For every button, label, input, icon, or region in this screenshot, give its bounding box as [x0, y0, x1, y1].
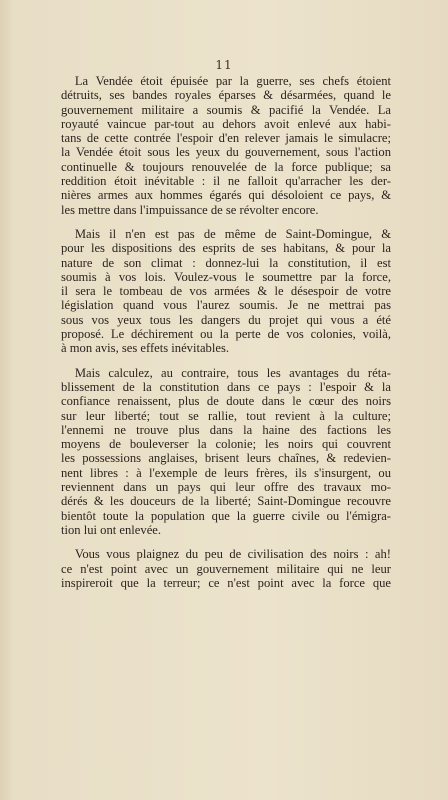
text-line: tion lui ont enlevée. [61, 522, 162, 537]
text-line: législation quand vous l'aurez soumis. Je ne mettrai pas [61, 298, 391, 313]
paragraph-4 [61, 547, 391, 590]
text-line: pour les dispositions des esprits de ses habitans, & pour la [61, 241, 391, 256]
page-number: 11 [215, 58, 233, 72]
text-line: inspireroit que la terreur; ce n'est point avec la force que [61, 575, 391, 590]
text-line: moyens de bouleverser la colonie; les noirs qui couvrent [61, 437, 391, 452]
text-line: il sera le tombeau de vos armées & le désespoir de votre [61, 284, 391, 299]
text-line: bientôt toute la population que la guerre civile ou l'émigra- [61, 508, 391, 523]
text-line: royauté vaincue par-tout au dehors avoit enlevé aux habi- [61, 116, 391, 131]
paragraph-2 [61, 227, 391, 356]
text-line: sous vos yeux tous les dangers du projet qui vous a été [61, 312, 391, 327]
text-line: Mais il n'en est pas de même de Saint-Domingue, & [74, 226, 391, 241]
text-line: reviennent dans un pays qui leur offre des travaux mo- [61, 480, 391, 495]
body-text [61, 74, 391, 600]
text-line: Vous vous plaignez du peu de civilisation des noirs : ah! [74, 547, 391, 562]
text-line: blissement de la constitution dans ce pays : l'espoir & la [61, 379, 391, 394]
text-line: soumis à vos lois. Voulez-vous le soumettre par la force, [61, 269, 391, 284]
text-line: les possessions anglaises, brisent leurs chaînes, & redevien- [61, 451, 391, 466]
text-line: nières armes aux hommes égarés qui désoloient ce pays, & [61, 188, 391, 203]
paragraph-3 [61, 366, 391, 538]
text-line: continuelle & toujours renouvelée de la force publique; sa [61, 159, 391, 174]
text-line: la Vendée étoit sous les yeux du gouvernement, sous l'action [61, 145, 391, 160]
text-line: sur leur liberté; tout se rallie, tout revient à la culture; [61, 408, 391, 423]
text-line: La Vendée étoit épuisée par la guerre, ses chefs étoient [74, 74, 391, 88]
text-line: les mettre dans l'impuissance de se révolter encore. [61, 202, 319, 217]
text-line: confiance renaissent, plus de doute dans le cœur des noirs [61, 394, 391, 409]
text-line: à mon avis, ses effets inévitables. [61, 341, 229, 356]
paragraph-1 [61, 74, 391, 217]
text-line: Mais calculez, au contraire, tous les avantages du réta- [74, 365, 391, 380]
text-line: détruits, ses bandes royales éparses & désarmées, quand le [61, 88, 391, 103]
text-line: tans de cette contrée l'espoir d'en relever jamais le simulacre; [61, 131, 391, 146]
text-line: gouvernement militaire a soumis & pacifié la Vendée. La [61, 102, 391, 117]
text-line: nature de son climat : donnez-lui la constitution, il est [61, 255, 391, 270]
text-line: dérés & les douceurs de la liberté; Saint-Domingue recouvre [61, 494, 391, 509]
text-line: reddition étoit inévitable : il ne falloit qu'arracher les der- [61, 174, 391, 189]
text-line: ce n'est point avec un gouvernement militaire qui ne leur [61, 561, 391, 576]
text-line: proposé. Le déchirement ou la perte de vos colonies, voilà, [61, 327, 391, 342]
text-line: l'ennemi ne trouve plus dans la haine des factions les [61, 422, 391, 437]
text-line: nent libres : à l'exemple de leurs frères, ils s'insurgent, ou [61, 465, 391, 480]
